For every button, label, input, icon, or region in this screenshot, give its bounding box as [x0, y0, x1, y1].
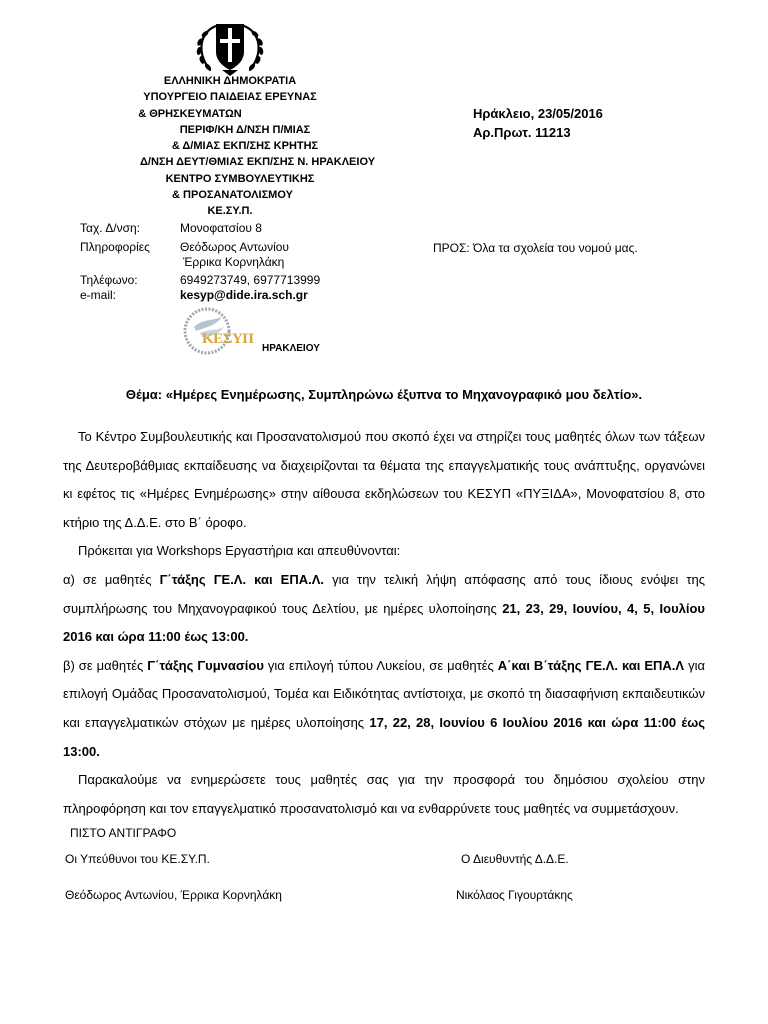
body-paragraph: Πρόκειται για Workshops Εργαστήρια και απευθύνονται:	[78, 543, 401, 559]
kesyp-logo	[182, 305, 258, 355]
contact-info	[80, 221, 380, 303]
coat-of-arms-icon	[192, 18, 268, 78]
text-bold: Γ΄τάξης Γυμνασίου	[147, 657, 264, 673]
document-date: Ηράκλειο, 23/05/2016	[473, 106, 603, 121]
header-line: ΠΕΡΙΦ/ΚΗ Δ/ΝΣΗ Π/ΜΙΑΣ	[179, 123, 311, 136]
header-line: ΚΕ.ΣΥ.Π.	[207, 205, 253, 218]
body-paragraph: Παρακαλούμε να ενημερώσετε τους μαθητές σας για την προσφορά του δημόσιου σχολείου στην πληροφόρηση και τον επαγγελματικό προσανατολισμό και να ενθαρρύνετε τους μαθητές να συμμετάσχουν.	[63, 772, 705, 816]
issuer-header	[100, 73, 376, 220]
subject-line: Θέμα: «Ημέρες Ενημέρωσης, Συμπληρώνω έξυπνα το Μηχανογραφικό μου δελτίο».	[125, 387, 643, 402]
body-paragraph: Το Κέντρο Συμβουλευτικής και Προσανατολισμού που σκοπό έχει να στηρίζει τους μαθητές όλων των τάξεων της Δευτεροβάθμιας εκπαίδευσης να διαχειρίζονται τα θέματα της επαγγελματικής τους ανάπτυξης, οργανώνει κι εφέτος τις «Ημέρες Ενημέρωσης» στην αίθουσα εκδηλώσεων του ΚΕΣΥΠ «ΠΥΞΙΔΑ», Μονοφατσίου 8, στο κτήριο της Δ.Δ.Ε. στο Β΄ όροφο.	[63, 429, 705, 530]
text-run: β) σε μαθητές	[63, 657, 148, 673]
phone-label: Τηλέφωνο:	[80, 273, 138, 287]
body-paragraph-a	[63, 566, 705, 652]
text-bold: Α΄και Β΄τάξης ΓΕ.Λ. και ΕΠΑ.Λ	[497, 657, 685, 673]
protocol-number: Αρ.Πρωτ. 11213	[473, 125, 571, 140]
text-run: για επιλογή Ομάδας Προσανατολισμού, Τομέα και Ειδικότητας αντίστοιχα, με σκοπό τη διασαφήνιση εκπαιδευτικών και επαγγελματικών στόχων με ημέρες υλοποίησης	[63, 657, 706, 730]
address-label: Ταχ. Δ/νση:	[80, 221, 141, 235]
header-line: & ΠΡΟΣΑΝΑΤΟΛΙΣΜΟΥ	[172, 189, 293, 202]
right-signatory-title: Ο Διευθυντής Δ.Δ.Ε.	[461, 852, 569, 866]
text-bold: 17, 22, 28, Ιουνίου 6 Ιουλίου 2016 και ώρα 11:00 έως 13:00.	[63, 714, 706, 759]
text-run: α) σε μαθητές	[63, 571, 160, 587]
left-signatory-names: Θεόδωρος Αντωνίου, Έρρικα Κορνηλάκη	[65, 888, 282, 902]
greek-emblem	[192, 18, 268, 78]
info-value-1: Θεόδωρος Αντωνίου	[180, 240, 289, 254]
logo-caption: ΗΡΑΚΛΕΙΟΥ	[262, 343, 320, 354]
date-protocol-block	[473, 104, 603, 142]
info-value-2: Έρρικα Κορνηλάκη	[183, 255, 285, 269]
text-run: για επιλογή τύπου Λυκείου, σε μαθητές	[263, 657, 498, 673]
right-signatory-name: Νικόλαος Γιγουρτάκης	[456, 888, 573, 902]
body-paragraph-b	[63, 652, 705, 766]
address-value: Μονοφατσίου 8	[180, 221, 262, 235]
header-line: & Δ/ΜΙΑΣ ΕΚΠ/ΣΗΣ ΚΡΗΤΗΣ	[171, 140, 319, 153]
header-line: ΕΛΛΗΝΙΚΗ ΔΗΜΟΚΡΑΤΙΑ	[163, 75, 297, 87]
email-label: e-mail:	[80, 288, 117, 302]
left-signatory-title: Οι Υπεύθυνοι του ΚΕ.ΣΥ.Π.	[65, 852, 210, 866]
text-bold: Γ΄τάξης ΓΕ.Λ. και ΕΠΑ.Λ.	[159, 571, 324, 587]
info-label: Πληροφορίες	[80, 240, 150, 254]
email-value: kesyp@dide.ira.sch.gr	[180, 288, 308, 302]
text-bold: 21, 23, 29, Ιουνίου, 4, 5, Ιουλίου 2016 και ώρα 11:00 έως 13:00.	[63, 600, 705, 645]
header-line: & ΘΡΗΣΚΕΥΜΑΤΩΝ	[138, 107, 242, 120]
copy-note: ΠΙΣΤΟ ΑΝΤΙΓΡΑΦΟ	[70, 826, 177, 840]
text-run: για την τελική λήψη απόφασης από τους ίδιους ενόψει της συμπλήρωσης του Μηχανογραφικού τους Δελτίου, με ημέρες υλοποίησης	[63, 571, 705, 616]
phone-value: 6949273749, 6977713999	[180, 273, 321, 287]
header-line: Δ/ΝΣΗ ΔΕΥΤ/ΘΜΙΑΣ ΕΚΠ/ΣΗΣ Ν. ΗΡΑΚΛΕΙΟΥ	[140, 156, 376, 169]
header-line: ΥΠΟΥΡΓΕΙΟ ΠΑΙΔΕΙΑΣ ΕΡΕΥΝΑΣ	[143, 91, 317, 104]
recipient-line: ΠΡΟΣ: Όλα τα σχολεία του νομού μας.	[433, 241, 638, 255]
header-line: ΚΕΝΤΡΟ ΣΥΜΒΟΥΛΕΥΤΙΚΗΣ	[165, 172, 315, 185]
kesyp-logo-text: ΚΕΣΥΠ	[202, 331, 254, 347]
letter-body	[63, 423, 705, 823]
